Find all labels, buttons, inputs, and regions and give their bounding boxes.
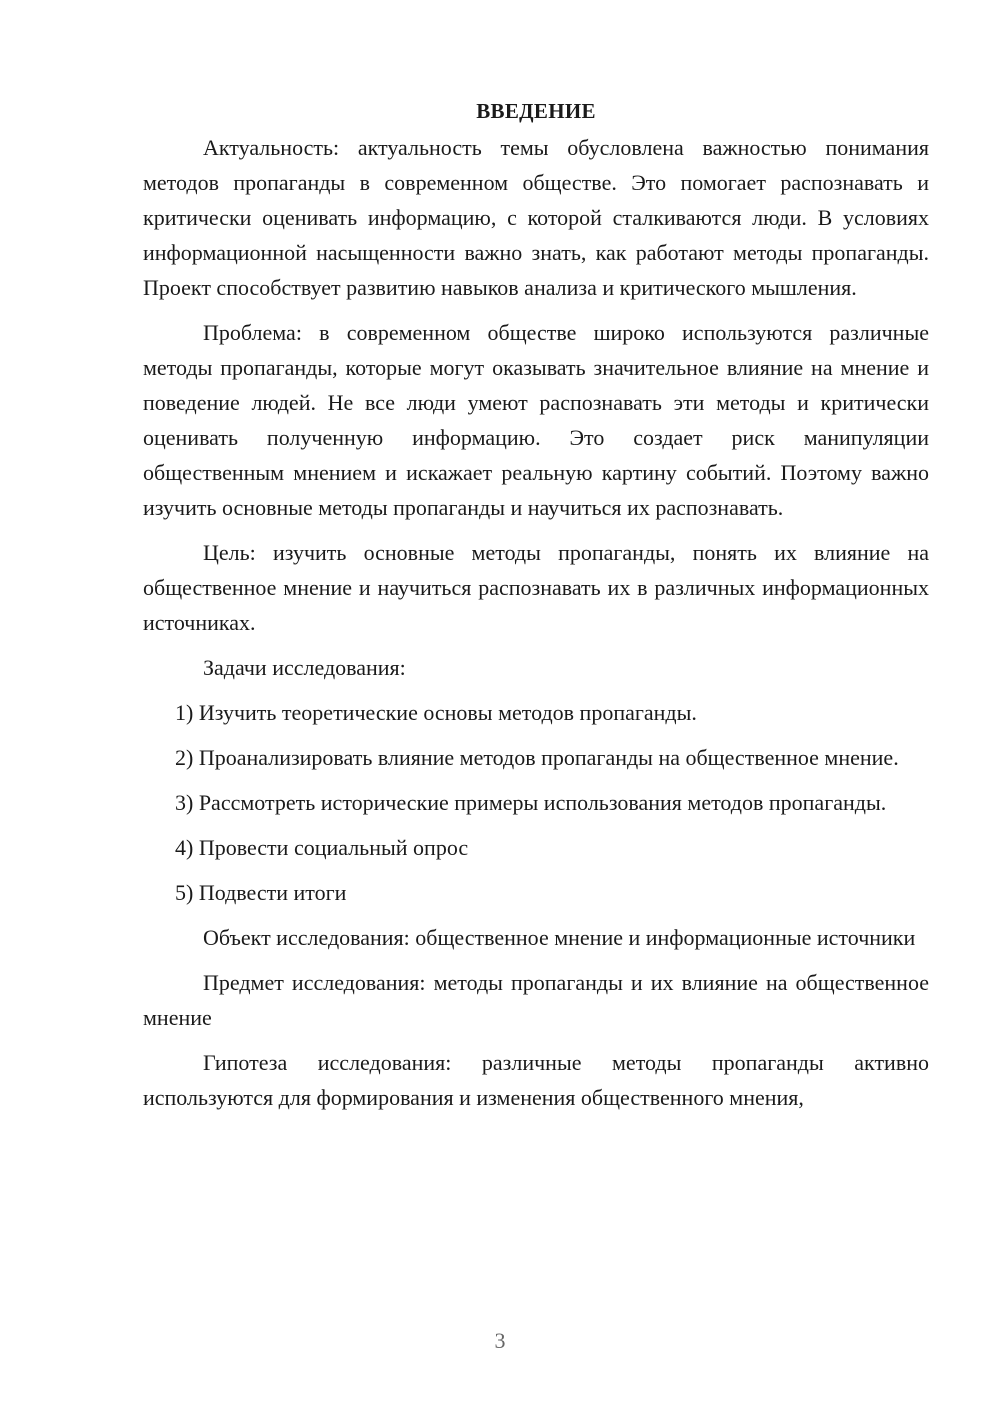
paragraph-hypothesis: Гипотеза исследования: различные методы пропаганды активно используются для формирования и изменения общественного мнения, [143,1050,929,1110]
paragraph-subject: Предмет исследования: методы пропаганды и их влияние на общественное мнение [143,970,929,1030]
paragraph-goal: Цель: изучить основные методы пропаганды, понять их влияние на общественное мнение и научиться распознавать их в различных информационных источниках. [143,540,929,635]
task-item-5: 5) Подвести итоги [175,880,347,905]
page-title: ВВЕДЕНИЕ [476,99,596,123]
task-item-2: 2) Проанализировать влияние методов пропаганды на общественное мнение. [175,745,899,770]
task-item-1: 1) Изучить теоретические основы методов пропаганды. [175,700,697,725]
tasks-heading: Задачи исследования: [203,655,406,680]
paragraph-relevance: Актуальность: актуальность темы обусловлена важностью понимания методов пропаганды в современном обществе. Это помогает распознавать и критически оценивать информацию, с которой сталкиваются люди. В условиях информационной насыщенности важно знать, как работают методы пропаганды. Проект способствует развитию навыков анализа и критического мышления. [143,135,929,300]
task-item-4: 4) Провести социальный опрос [175,835,469,860]
paragraph-object: Объект исследования: общественное мнение и информационные источники [203,925,916,950]
document-page [143,92,929,1125]
paragraph-problem: Проблема: в современном обществе широко используются различные методы пропаганды, которые могут оказывать значительное влияние на мнение и поведение людей. Не все люди умеют распознавать эти методы и критически оценивать полученную информацию. Это создает риск манипуляции общественным мнением и искажает реальную картину событий. Поэтому важно изучить основные методы пропаганды и научиться их распознавать. [143,320,929,520]
task-item-3: 3) Рассмотреть исторические примеры использования методов пропаганды. [175,790,887,815]
page-number: 3 [494,1328,506,1353]
